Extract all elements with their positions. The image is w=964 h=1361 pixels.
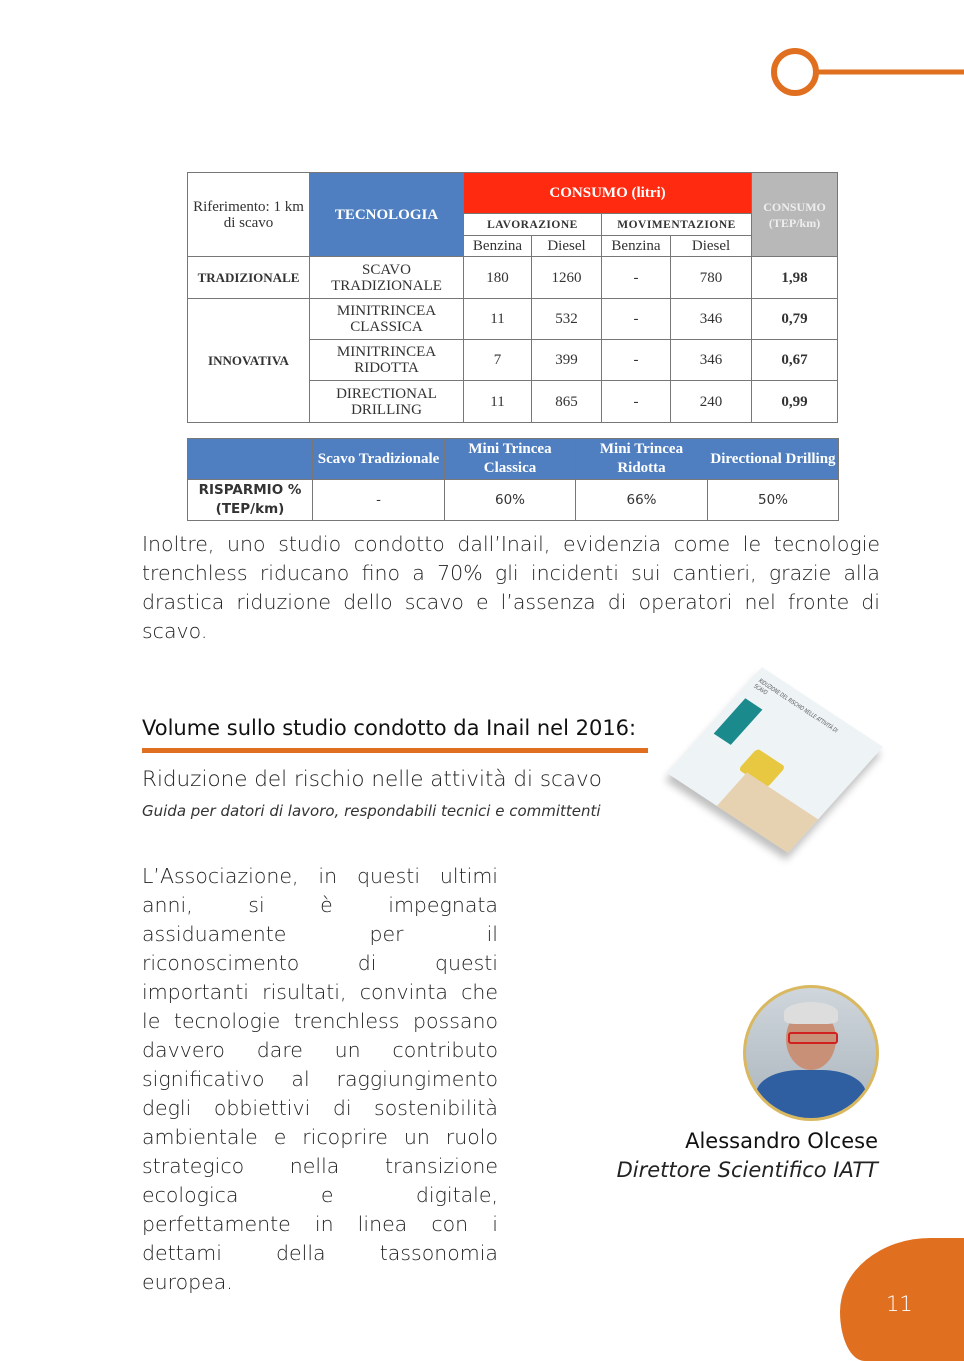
value-cell: - [602, 257, 671, 299]
author-name: Alessandro Olcese [685, 1129, 878, 1153]
tep-cell: 1,98 [752, 257, 838, 299]
heading-underline [142, 748, 648, 753]
value-cell: 50% [708, 480, 839, 521]
tech-cell: MINITRINCEA CLASSICA [310, 299, 464, 340]
tep-header: CONSUMO (TEP/km) [752, 173, 838, 257]
value-cell: 11 [464, 381, 532, 423]
column-header: Mini Trincea Classica [445, 439, 576, 480]
row-label: RISPARMIO % (TEP/km) [188, 480, 313, 521]
value-cell: 865 [532, 381, 602, 423]
table-row [188, 257, 838, 299]
soil-illustration [715, 772, 818, 852]
value-cell: 180 [464, 257, 532, 299]
column-header: Directional Drilling [708, 439, 839, 480]
reference-cell: Riferimento: 1 km di scavo [188, 173, 310, 257]
diesel-header: Diesel [671, 236, 752, 257]
page-number: 11 [886, 1292, 913, 1316]
paragraph-association: L’Associazione, in questi ultimi anni, si è impegnata assiduamente per il riconoscimento di questi importanti risultati, convinta che le tecnologie trenchless possano davvero dare un contributo significativo al raggiungimento degli obbiettivi di sostenibilità ambientale e ricoprire un ruolo strategico nella transizione ecologica e digitale, perfettamente in linea con i dettami della tassonomia europea. [142, 864, 498, 1294]
header-circle-line-decoration [760, 40, 964, 110]
book-cover-title: RIDUZIONE DEL RISCHIO NELLE ATTIVITÀ DI SCAVO [751, 677, 839, 735]
column-header: Scavo Tradizionale [313, 439, 445, 480]
group-cell: INNOVATIVA [188, 299, 310, 423]
paragraph-inail-study: Inoltre, uno studio condotto dall’Inail, evidenzia come le tecnologie trenchless riducano fino a 70% gli incidenti sui cantieri, grazie alla drastica riduzione dello scavo e l’assenza di operatori nel fronte di scavo. [142, 532, 880, 643]
value-cell: - [602, 299, 671, 340]
value-cell: - [313, 480, 445, 521]
value-cell: 60% [445, 480, 576, 521]
value-cell: 7 [464, 340, 532, 381]
value-cell: 240 [671, 381, 752, 423]
value-cell: - [602, 340, 671, 381]
lavorazione-header: LAVORAZIONE [464, 214, 602, 236]
consumption-table [187, 172, 838, 423]
value-cell: 532 [532, 299, 602, 340]
author-photo [743, 985, 879, 1121]
value-cell: 66% [576, 480, 708, 521]
table-row [188, 299, 838, 340]
volume-heading: Volume sullo studio condotto da Inail nel 2016: [142, 716, 637, 740]
value-cell: - [602, 381, 671, 423]
value-cell: 780 [671, 257, 752, 299]
tech-cell: SCAVO TRADIZIONALE [310, 257, 464, 299]
consumo-header: CONSUMO (litri) [464, 173, 752, 214]
empty-header [188, 439, 313, 480]
value-cell: 346 [671, 299, 752, 340]
technology-header: TECNOLOGIA [310, 173, 464, 257]
volume-subtitle: Guida per datori di lavoro, respondabili tecnici e committenti [142, 802, 601, 820]
group-cell: TRADIZIONALE [188, 257, 310, 299]
volume-title: Riduzione del rischio nelle attività di scavo [142, 767, 602, 792]
diesel-header: Diesel [532, 236, 602, 257]
value-cell: 11 [464, 299, 532, 340]
value-cell: 346 [671, 340, 752, 381]
savings-table [187, 438, 839, 521]
column-header: Mini Trincea Ridotta [576, 439, 708, 480]
tep-cell: 0,67 [752, 340, 838, 381]
benzina-header: Benzina [464, 236, 532, 257]
value-cell: 399 [532, 340, 602, 381]
author-role: Direttore Scientifico IATT [616, 1158, 878, 1182]
tep-cell: 0,79 [752, 299, 838, 340]
value-cell: 1260 [532, 257, 602, 299]
book-teal-band [714, 698, 763, 745]
movimentazione-header: MOVIMENTAZIONE [602, 214, 752, 236]
benzina-header: Benzina [602, 236, 671, 257]
tep-cell: 0,99 [752, 381, 838, 423]
table-row [188, 480, 839, 521]
tech-cell: MINITRINCEA RIDOTTA [310, 340, 464, 381]
book-cover-image [667, 667, 883, 853]
tech-cell: DIRECTIONAL DRILLING [310, 381, 464, 423]
